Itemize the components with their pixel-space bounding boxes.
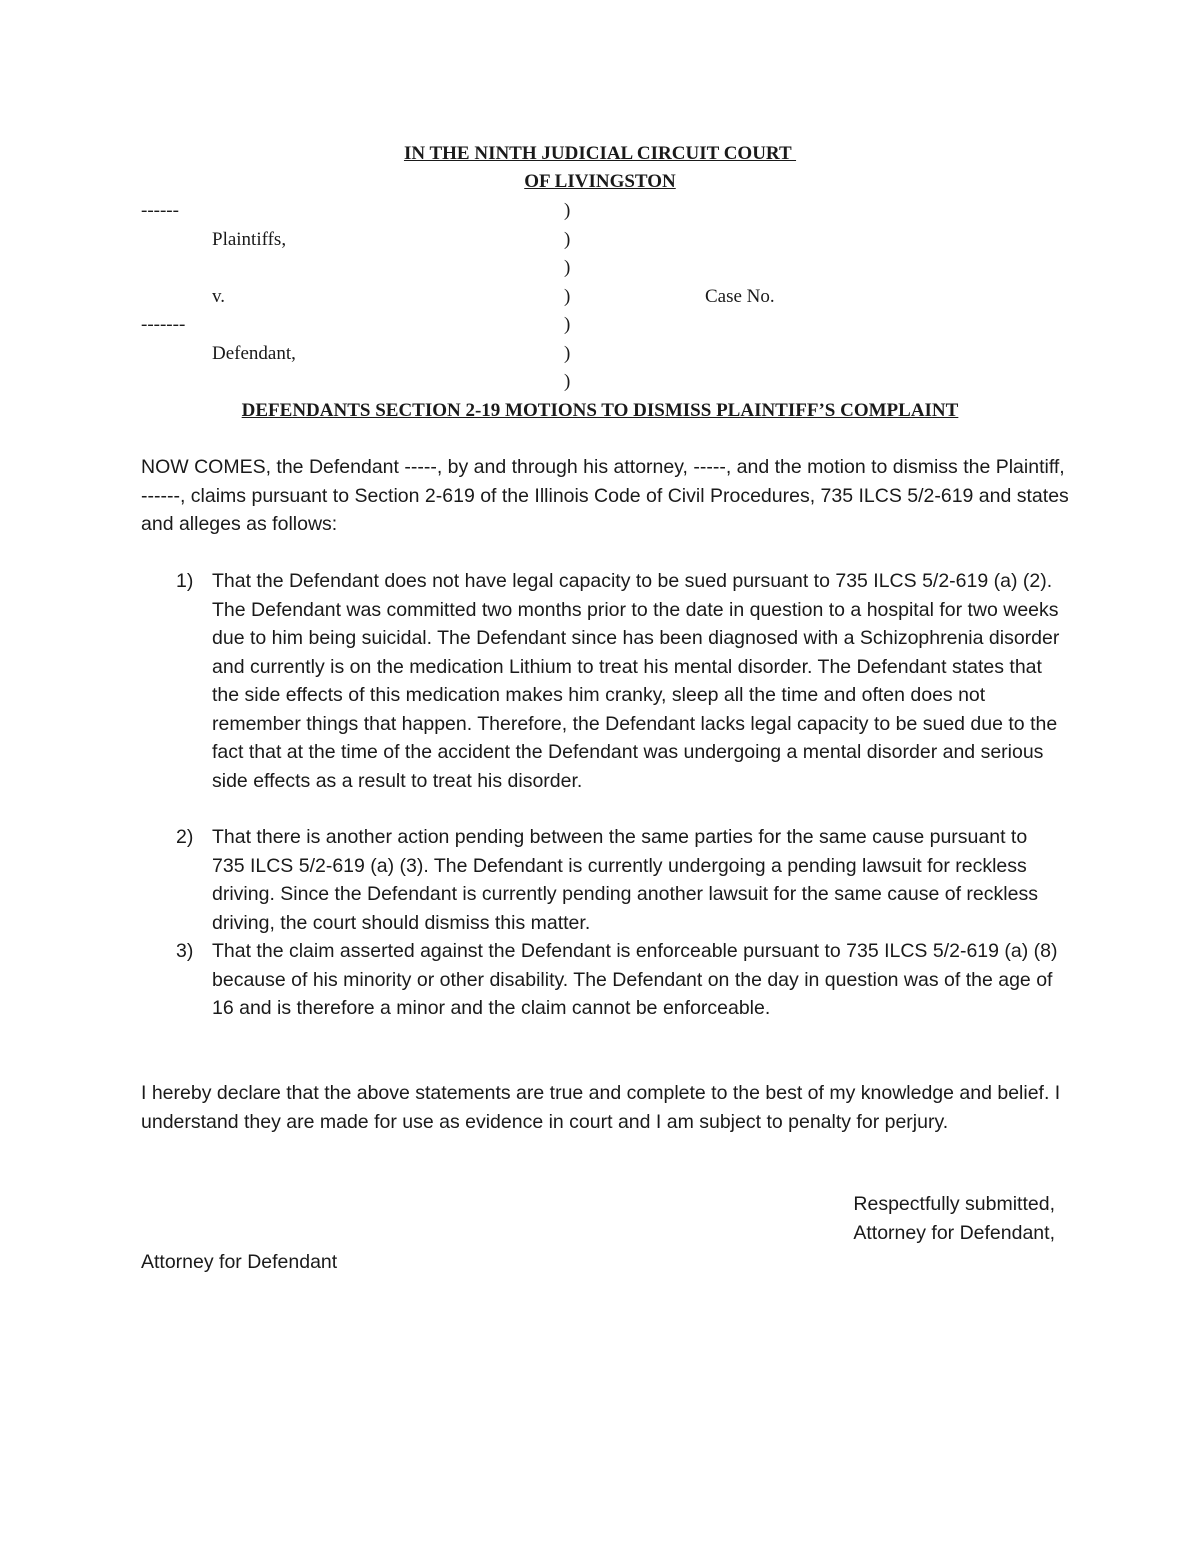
plaintiff-role: Plaintiffs,	[212, 229, 287, 250]
list-item-text: That the Defendant does not have legal capacity to be sued pursuant to 735 ILCS 5/2-619 (a) (2). The Defendant was committed two months prior to the date in question to a hospital for two weeks due to him being suicidal. The Defendant since has been diagnosed with a Schizophrenia disorder and currently is on the medication Lithium to treat his mental disorder. The Defendant states that the side effects of this medication makes him cranky, sleep all the time and often does not remember things that happen. Therefore, the Defendant lacks legal capacity to be sued due to the fact that at the time of the accident the Defendant was undergoing a mental disorder and serious side effects as a result to treat his disorder.	[212, 570, 1060, 792]
caption-paren: )	[564, 229, 571, 250]
caption-paren: )	[564, 257, 571, 278]
list-item-number: 3)	[176, 940, 194, 962]
intro-paragraph: NOW COMES, the Defendant -----, by and through his attorney, -----, and the motion to dismiss the Plaintiff, ------, claims pursuant to Section 2-619 of the Illinois Code of Civil Procedures, 735 ILCS 5/2-619 and states and alleges as follows:	[141, 456, 1069, 535]
versus-label: v.	[212, 286, 226, 307]
caption-paren: )	[564, 314, 571, 335]
caption-paren: )	[564, 371, 571, 392]
defendant-role: Defendant,	[212, 343, 296, 364]
list-item-number: 2)	[176, 826, 194, 848]
motion-title: DEFENDANTS SECTION 2-19 MOTIONS TO DISMISS PLAINTIFF’S COMPLAINT	[241, 400, 959, 421]
attorney-for-defendant-signature: Attorney for Defendant,	[853, 1222, 1055, 1244]
caption-paren: )	[564, 286, 571, 307]
defendant-name: -------	[141, 314, 186, 335]
court-name-line-1: IN THE NINTH JUDICIAL CIRCUIT COURT	[403, 143, 797, 164]
declaration-paragraph: I hereby declare that the above statements are true and complete to the best of my knowledge and belief. I understand they are made for use as evidence in court and I am subject to penalty for perjury.	[141, 1082, 1061, 1133]
attorney-for-defendant-label: Attorney for Defendant	[141, 1251, 338, 1273]
list-item-text: That the claim asserted against the Defendant is enforceable pursuant to 735 ILCS 5/2-619 (a) (8) because of his minority or other disability. The Defendant on the day in question was of the age of 16 and is therefore a minor and the claim cannot be enforceable.	[212, 940, 1058, 1019]
caption-paren: )	[564, 343, 571, 364]
list-item-number: 1)	[176, 570, 194, 592]
caption-paren: )	[564, 200, 571, 221]
plaintiff-name: ------	[141, 200, 179, 221]
respectfully-submitted: Respectfully submitted,	[853, 1193, 1055, 1215]
court-name-line-2: OF LIVINGSTON	[524, 171, 676, 192]
list-item-text: That there is another action pending between the same parties for the same cause pursuant to 735 ILCS 5/2-619 (a) (3). The Defendant is currently undergoing a pending lawsuit for reckless driving. Since the Defendant is currently pending another lawsuit for the same cause of reckless driving, the court should dismiss this matter.	[212, 826, 1038, 934]
case-number-label: Case No.	[705, 286, 775, 307]
